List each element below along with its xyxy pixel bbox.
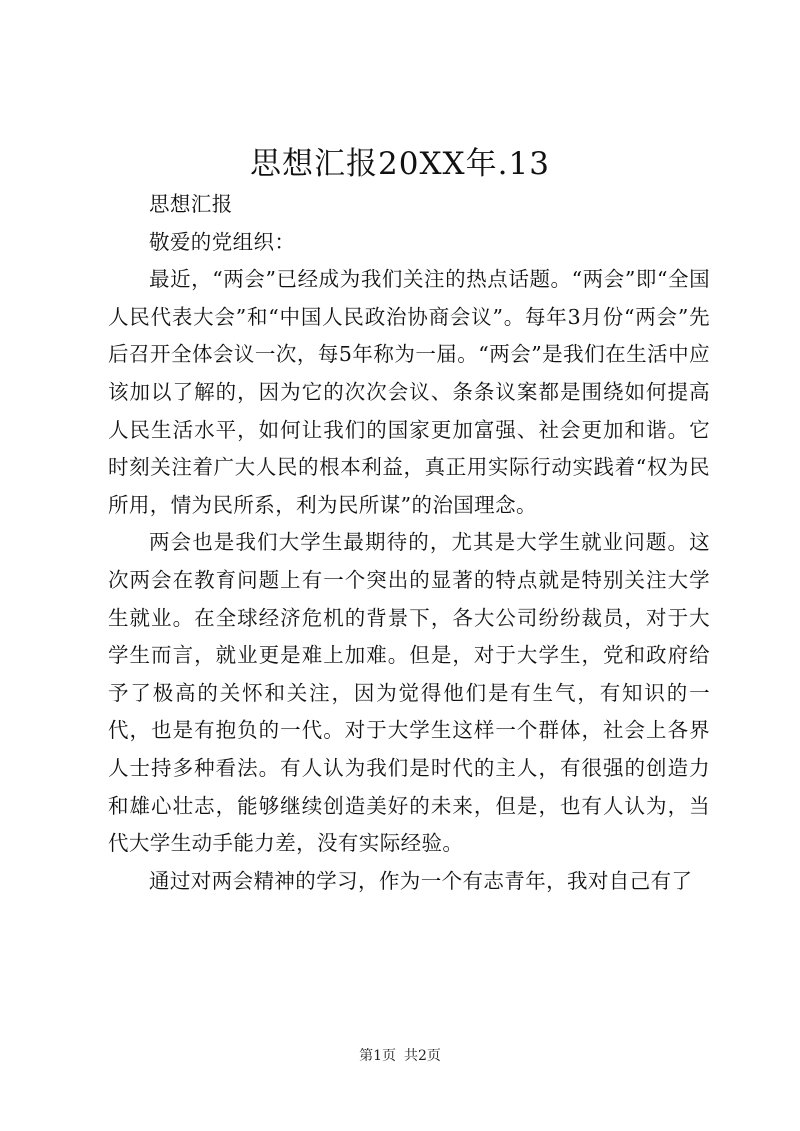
paragraph-body-1: 最近，“两会”已经成为我们关注的热点话题。“两会”即“全国人民代表大会”和“中国人民政治协商会议”。每年3月份“两会”先后召开全体会议一次，每5年称为一届。“两会”是我们在生活中应该加以了解的，因为它的次次会议、条条议案都是围绕如何提高人民生活水平，如何让我们的国家更加富强、社会更加和谐。它时刻关注着广大人民的根本利益，真正用实际行动实践着“权为民所用，情为民所系，利为民所谋”的治国理念。 bbox=[108, 267, 710, 517]
document-title: 思想汇报20XX年.13 bbox=[250, 146, 550, 182]
page-number: 第1页 bbox=[359, 1048, 396, 1064]
paragraph-body-2: 两会也是我们大学生最期待的，尤其是大学生就业问题。这次两会在教育问题上有一个突出的显著的特点就是特别关注大学生就业。在全球经济危机的背景下，各大公司纷纷裁员，对于大学生而言，就业更是难上加难。但是，对于大学生，党和政府给予了极高的关怀和关注，因为觉得他们是有生气，有知识的一代，也是有抱负的一代。对于大学生这样一个群体，社会上各界人士持多种看法。有人认为我们是时代的主人，有很强的创造力和雄心壮志，能够继续创造美好的未来，但是，也有人认为，当代大学生动手能力差，没有实际经验。 bbox=[108, 530, 710, 856]
document-body bbox=[108, 186, 710, 900]
paragraph-heading: 思想汇报 bbox=[149, 192, 233, 216]
paragraph-body-3: 通过对两会精神的学习，作为一个有志青年，我对自己有了 bbox=[149, 868, 693, 893]
paragraph-salutation: 敬爱的党组织： bbox=[149, 229, 296, 254]
page-total: 共2页 bbox=[404, 1048, 441, 1064]
page-footer bbox=[0, 1046, 800, 1066]
